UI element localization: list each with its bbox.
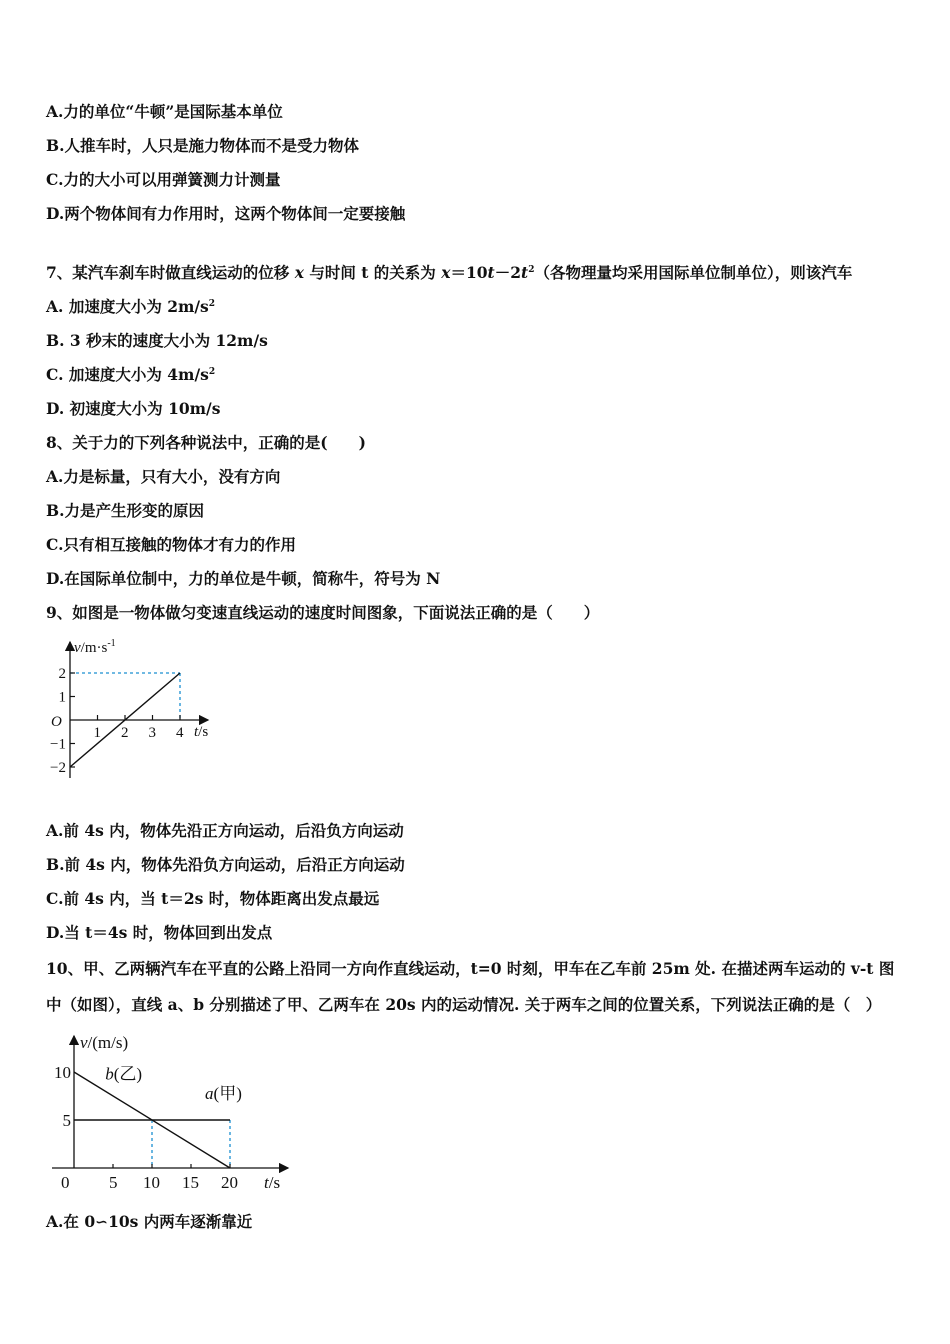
q7-option-b: B. 3 秒末的速度大小为 12m/s — [46, 331, 268, 350]
q10-x-tick-label: 20 — [221, 1173, 238, 1192]
q7-eq-mid: ＝10 — [450, 263, 488, 282]
q7-option-c — [46, 365, 215, 385]
q7-option-a-text: A. 加速度大小为 2m/s — [46, 297, 209, 316]
q7-eq-x: x — [441, 263, 451, 282]
q10-label-a-var: a — [205, 1083, 214, 1103]
q9-y-tick-label: 1 — [58, 689, 66, 706]
q7-eq-t1: t — [487, 263, 495, 282]
q9-xlabel-unit: /s — [198, 724, 209, 740]
q10-ylabel — [80, 1033, 128, 1052]
q10-stem-line2: 中（如图），直线 a、b 分别描述了甲、乙两车在 20s 内的运动情况. 关于两车之间的位置关系，下列说法正确的是（ ） — [46, 995, 882, 1014]
q9-option-d: D.当 t＝4s 时，物体回到出发点 — [46, 923, 273, 942]
q10-xlabel — [264, 1173, 280, 1192]
q8-option-a: A.力是标量，只有大小，没有方向 — [46, 467, 281, 486]
q9-xlabel — [194, 724, 208, 740]
q10-label-b-var: b — [105, 1064, 114, 1084]
q10-xlabel-unit: /s — [268, 1173, 281, 1192]
q10-stem-line1: 10、甲、乙两辆汽车在平直的公路上沿同一方向作直线运动，t=0 时刻，甲车在乙车前 25m 处. 在描述两车运动的 v-t 图 — [46, 959, 895, 978]
q10-xlabel-t: t — [264, 1173, 269, 1192]
q9-y-tick-label: 2 — [58, 666, 66, 682]
q7-option-d: D. 初速度大小为 10m/s — [46, 399, 221, 418]
q7-eq-sup: 2 — [528, 264, 535, 275]
q10-vt-graph — [40, 1028, 310, 1198]
q9-origin-label: O — [51, 714, 62, 730]
q6-option-b: B.人推车时，人只是施力物体而不是受力物体 — [46, 136, 359, 155]
q9-ylabel — [74, 638, 116, 656]
q7-option-a-sup: 2 — [208, 298, 216, 309]
q7-option-c-sup: 2 — [208, 366, 216, 377]
q9-ylabel-sup: -1 — [107, 638, 116, 649]
q7-stem-b: 与时间 t 的关系为 — [309, 263, 436, 282]
q10-ylabel-unit: /(m/s) — [87, 1033, 129, 1052]
q8-option-d: D.在国际单位制中，力的单位是牛顿，简称牛，符号为 N — [46, 569, 441, 588]
q6-option-a: A.力的单位“牛顿”是国际基本单位 — [46, 102, 283, 121]
q7-eq-minus: －2 — [494, 263, 522, 282]
q10-x-tick-label: 0 — [61, 1173, 70, 1192]
q8-option-c: C.只有相互接触的物体才有力的作用 — [46, 535, 296, 554]
q10-label-a-paren: (甲) — [213, 1083, 242, 1103]
q9-x-tick-label: 4 — [176, 725, 184, 741]
q10-label-b — [105, 1065, 142, 1084]
q6-option-c: C.力的大小可以用弹簧测力计测量 — [46, 170, 281, 189]
q7-option-c-text: C. 加速度大小为 4m/s — [46, 365, 209, 384]
q9-ylabel-v: v — [74, 640, 81, 656]
q7-stem-x: x — [294, 263, 304, 282]
q9-vt-graph — [40, 630, 230, 790]
q6-option-d: D.两个物体间有力作用时，这两个物体间一定要接触 — [46, 204, 406, 223]
q9-option-c: C.前 4s 内，当 t＝2s 时，物体距离出发点最远 — [46, 889, 380, 908]
q8-option-b: B.力是产生形变的原因 — [46, 501, 204, 520]
q9-x-tick-label: 1 — [93, 725, 101, 741]
q10-y-tick-label: 5 — [62, 1111, 71, 1130]
q10-x-tick-label: 10 — [143, 1173, 160, 1192]
q9-x-tick-label: 2 — [121, 725, 129, 741]
q10-label-b-paren: (乙) — [113, 1064, 143, 1084]
q7-stem-c: （各物理量均采用国际单位制单位），则该汽车 — [534, 263, 853, 282]
q7-eq-t2: t — [521, 263, 529, 282]
q9-y-tick-label: −2 — [50, 760, 66, 776]
q7-stem — [46, 263, 852, 283]
q7-stem-a: 7、某汽车刹车时做直线运动的位移 — [46, 263, 290, 282]
q9-x-tick-label: 3 — [148, 725, 156, 741]
q9-option-b: B.前 4s 内，物体先沿负方向运动，后沿正方向运动 — [46, 855, 405, 874]
q10-y-tick-label: 10 — [54, 1063, 71, 1082]
q8-stem: 8、关于力的下列各种说法中，正确的是( ) — [46, 433, 366, 452]
q9-option-a: A.前 4s 内，物体先沿正方向运动，后沿负方向运动 — [46, 821, 404, 840]
q10-ylabel-v: v — [80, 1033, 88, 1052]
q10-label-a — [205, 1084, 242, 1103]
q9-ylabel-unit: /m·s — [80, 640, 108, 656]
q10-x-tick-label: 5 — [109, 1173, 118, 1192]
q10-x-tick-label: 15 — [182, 1173, 199, 1192]
q9-xlabel-t: t — [194, 724, 199, 740]
q7-option-a — [46, 297, 215, 317]
q9-stem: 9、如图是一物体做匀变速直线运动的速度时间图象，下面说法正确的是（ ） — [46, 603, 600, 622]
q9-y-tick-label: −1 — [50, 736, 66, 753]
q10-option-a: A.在 0∽10s 内两车逐渐靠近 — [46, 1212, 253, 1231]
